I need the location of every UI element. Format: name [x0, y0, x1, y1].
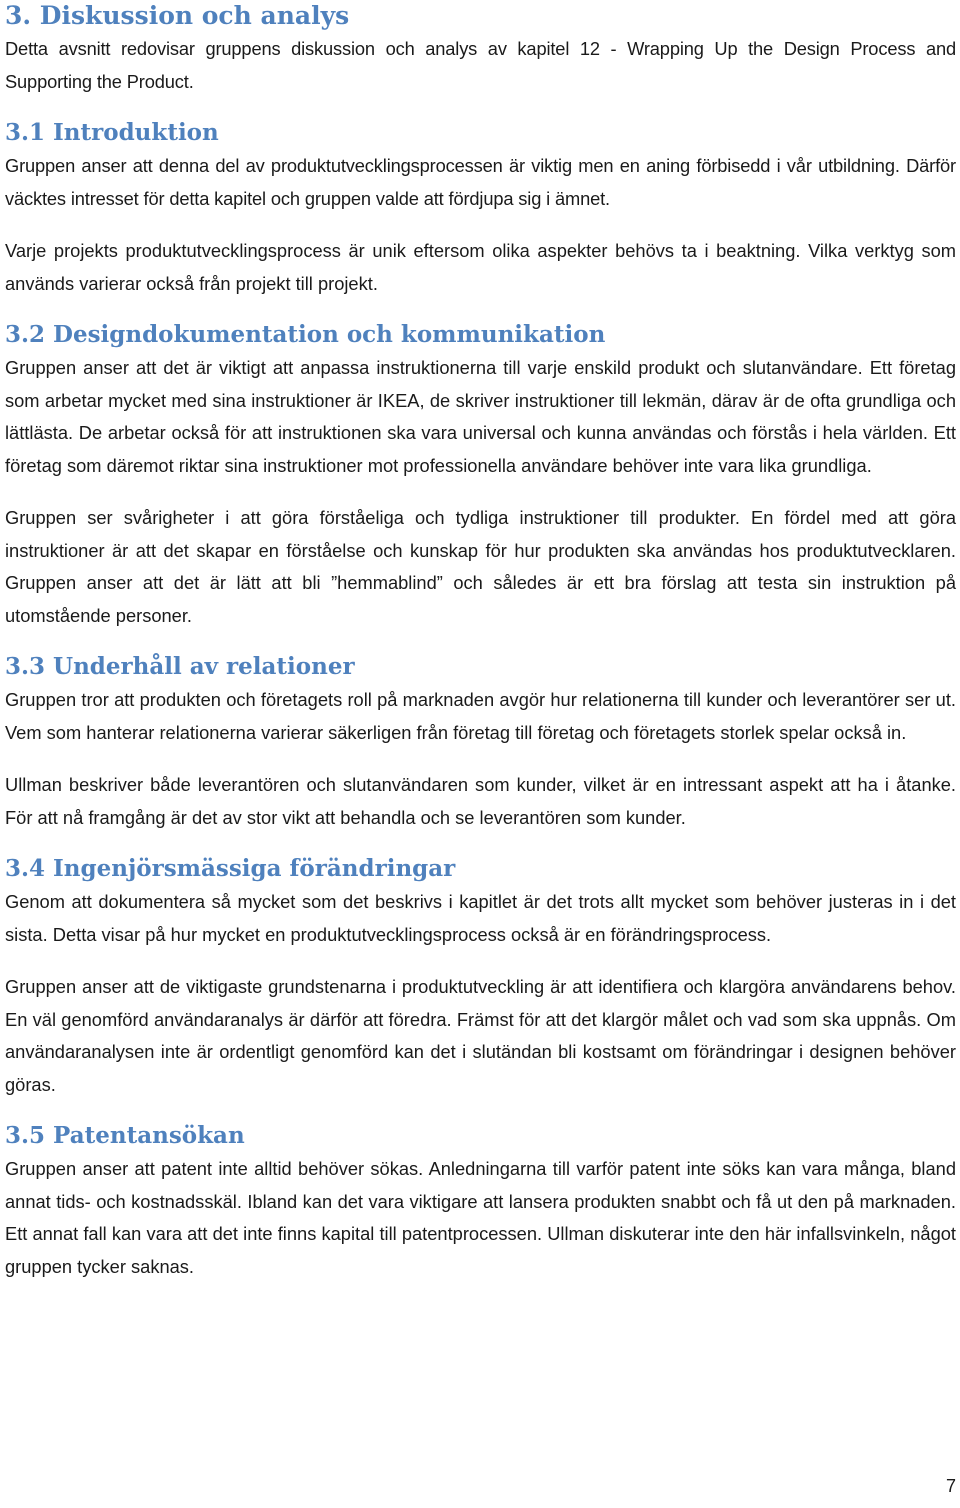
section-heading-introduktion: 3.1 Introduktion: [5, 119, 219, 146]
paragraph: Gruppen anser att det är viktigt att anpassa instruktionerna till varje enskild produkt och slutanvändare. Ett företag som arbetar mycket med sina instruktioner är IKEA, de skriver instruktioner till lekmän, därav är de ofta grundliga och lättlästa. De arbetar också för att instruktionen ska vara universal och kunna användas och förstås i hela världen. Ett företag som däremot riktar sina instruktioner mot professionella användare behöver inte vara lika grundliga.: [5, 357, 956, 476]
paragraph: Ullman beskriver både leverantören och slutanvändaren som kunder, vilket är en intressant aspekt att ha i åtanke. För att nå framgång är det av stor vikt att behandla och se leverantören som kunder.: [5, 774, 956, 828]
section-heading-designdokumentation: 3.2 Designdokumentation och kommunikation: [5, 321, 606, 348]
paragraph: Gruppen anser att de viktigaste grundstenarna i produktutveckling är att identifiera och klargöra användarens behov. En väl genomförd användaranalys är därför att föredra. Främst för att det klargör målet och vad som ska uppnås. Om användaranalysen inte är ordentligt genomförd kan det i slutändan bli kostsamt om förändringar i designen behöver göras.: [5, 976, 956, 1095]
paragraph: Gruppen tror att produkten och företagets roll på marknaden avgör hur relationerna till kunder och leverantörer ser ut. Vem som hanterar relationerna varierar säkerligen från företag till företag och företagets storlek spelar också in.: [5, 689, 956, 743]
paragraph: Varje projekts produktutvecklingsprocess är unik eftersom olika aspekter behövs ta i beaktning. Vilka verktyg som används varierar också från projekt till projekt.: [5, 240, 956, 294]
section-heading-forandringar: 3.4 Ingenjörsmässiga förändringar: [5, 855, 456, 882]
paragraph: Gruppen anser att patent inte alltid behöver sökas. Anledningarna till varför patent inte söks kan vara många, bland annat tids- och kostnadsskäl. Ibland kan det vara viktigare att lansera produkten snabbt och få ut den på marknaden. Ett annat fall kan vara att det inte finns kapital till patentprocessen. Ullman diskuterar inte den här infallsvinkeln, något gruppen tycker saknas.: [5, 1158, 956, 1277]
document-page: [5, 0, 956, 1283]
paragraph: Genom att dokumentera så mycket som det beskrivs i kapitlet är det trots allt mycket som behöver justeras in i det sista. Detta visar på hur mycket en produktutvecklingsprocess också är en förändringsprocess.: [5, 891, 956, 945]
chapter-intro: Detta avsnitt redovisar gruppens diskussion och analys av kapitel 12 - Wrapping Up the Design Process and Supporting the Product.: [5, 38, 956, 92]
chapter-heading: 3. Diskussion och analys: [5, 1, 350, 30]
section-heading-patentansokan: 3.5 Patentansökan: [5, 1122, 245, 1149]
paragraph: Gruppen anser att denna del av produktutvecklingsprocessen är viktig men en aning förbisedd i vår utbildning. Därför väcktes intresset för detta kapitel och gruppen valde att fördjupa sig i ämnet.: [5, 155, 956, 209]
page-number: 7: [945, 1476, 956, 1496]
paragraph: Gruppen ser svårigheter i att göra förståeliga och tydliga instruktioner till produkter. En fördel med att göra instruktioner är att det skapar en förståelse och kunskap för hur produkten ska användas hos produktutvecklaren. Gruppen anser att det är lätt att bli ”hemmablind” och således är ett bra förslag att testa sin instruktion på utomstående personer.: [5, 507, 956, 626]
section-heading-underhall: 3.3 Underhåll av relationer: [5, 653, 355, 680]
